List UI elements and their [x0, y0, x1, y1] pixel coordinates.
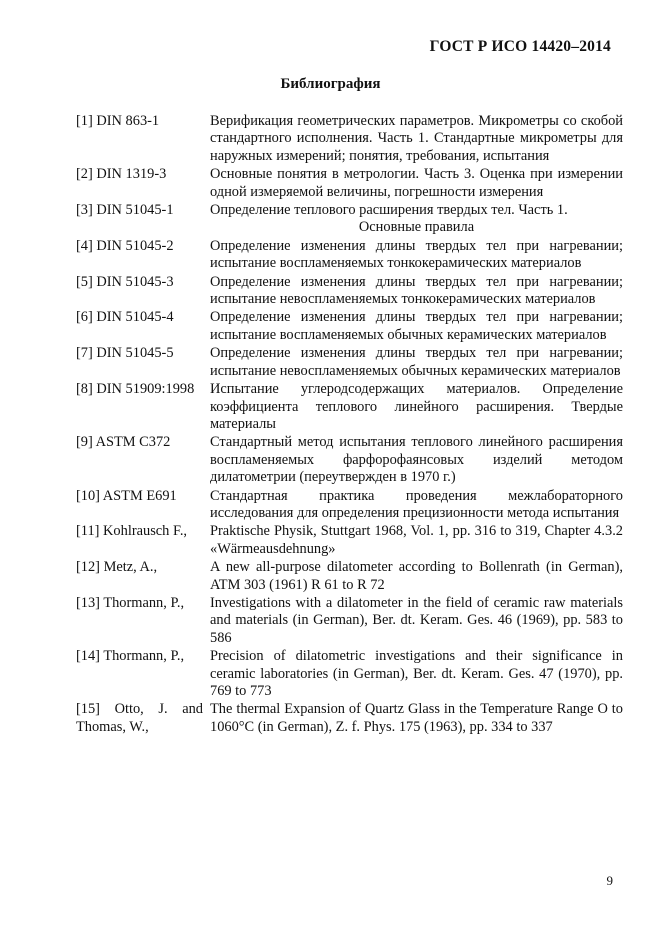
entry-ref: [9] ASTM C372 [76, 434, 171, 451]
entry-ref: [4] DIN 51045-2 [76, 237, 174, 254]
entry-ref: [7] DIN 51045-5 [76, 345, 174, 362]
entry-ref: [11] Kohlrausch F., [76, 523, 188, 540]
bibliography-entry [76, 648, 623, 700]
entry-text: Precision of dilatometric investigations and their significance in ceramic laboratories (in German), Ber. dt. Keram. Ges. 47 (1970), pp. 769 to 773 [210, 648, 623, 699]
entry-text-line: Основные правила [358, 219, 475, 236]
bibliography-entry [76, 202, 623, 237]
entry-text-line: Определение теплового расширения твердых тел. Часть 1. [210, 202, 568, 219]
bibliography-entry [76, 434, 623, 486]
page-number: 9 [606, 873, 613, 888]
bibliography-entry [76, 523, 623, 558]
entry-text: Определение изменения длины твердых тел при нагревании; испытание невоспламеняемых тонкокерамических материалов [210, 273, 623, 308]
entry-text: Верификация геометрических параметров. Микрометры со скобой стандартного исполнения. Часть 1. Стандартные микрометры для наружных измерений; понятия, требования, испытания [210, 113, 623, 164]
entry-ref: [12] Metz, A., [76, 559, 158, 576]
entry-text: Определение изменения длины твердых тел при нагревании; испытание невоспламеняемых обычных керамических материалов [210, 345, 623, 379]
entry-ref: [6] DIN 51045-4 [76, 309, 174, 326]
bibliography-entry [76, 381, 623, 433]
entry-text: Investigations with a dilatometer in the field of ceramic raw materials and materials (in German), Ber. dt. Keram. Ges. 46 (1969), pp. 583 to 586 [210, 594, 623, 646]
entry-ref: [15] Otto, J. and Thomas, W., [76, 701, 203, 735]
entry-text [210, 202, 623, 237]
entry-ref: [13] Thormann, P., [76, 594, 185, 611]
entry-text: Основные понятия в метрологии. Часть 3. Оценка при измерении одной измеряемой величины, погрешности измерения [210, 166, 623, 200]
entry-text: Стандартная практика проведения межлабораторного исследования для определения прецизионности метода испытания [210, 487, 623, 521]
bibliography-entry [76, 274, 623, 309]
entry-text: Стандартный метод испытания теплового линейного расширения воспламеняемых фарфорофаянсовых изделий методом дилатометрии (переутвержден в 1970 г.) [210, 434, 623, 486]
entry-ref: [3] DIN 51045-1 [76, 202, 174, 219]
document-header: ГОСТ Р ИСО 14420–2014 [429, 38, 611, 55]
entry-text: Определение изменения длины твердых тел при нагревании; испытание воспламеняемых тонкокерамических материалов [210, 237, 623, 272]
entry-text: The thermal Expansion of Quartz Glass in the Temperature Range O to 1060°C (in German), Z. f. Phys. 175 (1963), pp. 334 to 337 [210, 701, 623, 735]
bibliography-entry [76, 559, 623, 594]
bibliography-entry [76, 238, 623, 273]
entry-ref: [1] DIN 863-1 [76, 113, 160, 129]
bibliography-list [76, 113, 623, 737]
entry-text: Praktische Physik, Stuttgart 1968, Vol. 1, pp. 316 to 319, Chapter 4.3.2 «Wärmeausdehnung» [210, 523, 623, 557]
entry-ref: [8] DIN 51909:1998 [76, 381, 195, 398]
bibliography-entry [76, 113, 623, 165]
entry-text: A new all-purpose dilatometer according to Bollenrath (in German), ATM 303 (1961) R 61 to R 72 [210, 559, 623, 593]
entry-ref: [10] ASTM E691 [76, 487, 177, 504]
bibliography-entry [76, 488, 623, 523]
bibliography-entry [76, 701, 623, 736]
entry-ref: [2] DIN 1319-3 [76, 166, 167, 183]
entry-text: Испытание углеродсодержащих материалов. Определение коэффициента теплового линейного расширения. Твердые материалы [210, 381, 623, 432]
bibliography-entry [76, 309, 623, 344]
entry-ref: [5] DIN 51045-3 [76, 273, 174, 290]
entry-text: Определение изменения длины твердых тел при нагревании; испытание воспламеняемых обычных керамических материалов [210, 309, 623, 343]
bibliography-entry [76, 345, 623, 380]
entry-ref: [14] Thormann, P., [76, 648, 185, 665]
page-title: Библиография [280, 76, 381, 92]
bibliography-entry [76, 166, 623, 201]
bibliography-entry [76, 595, 623, 647]
